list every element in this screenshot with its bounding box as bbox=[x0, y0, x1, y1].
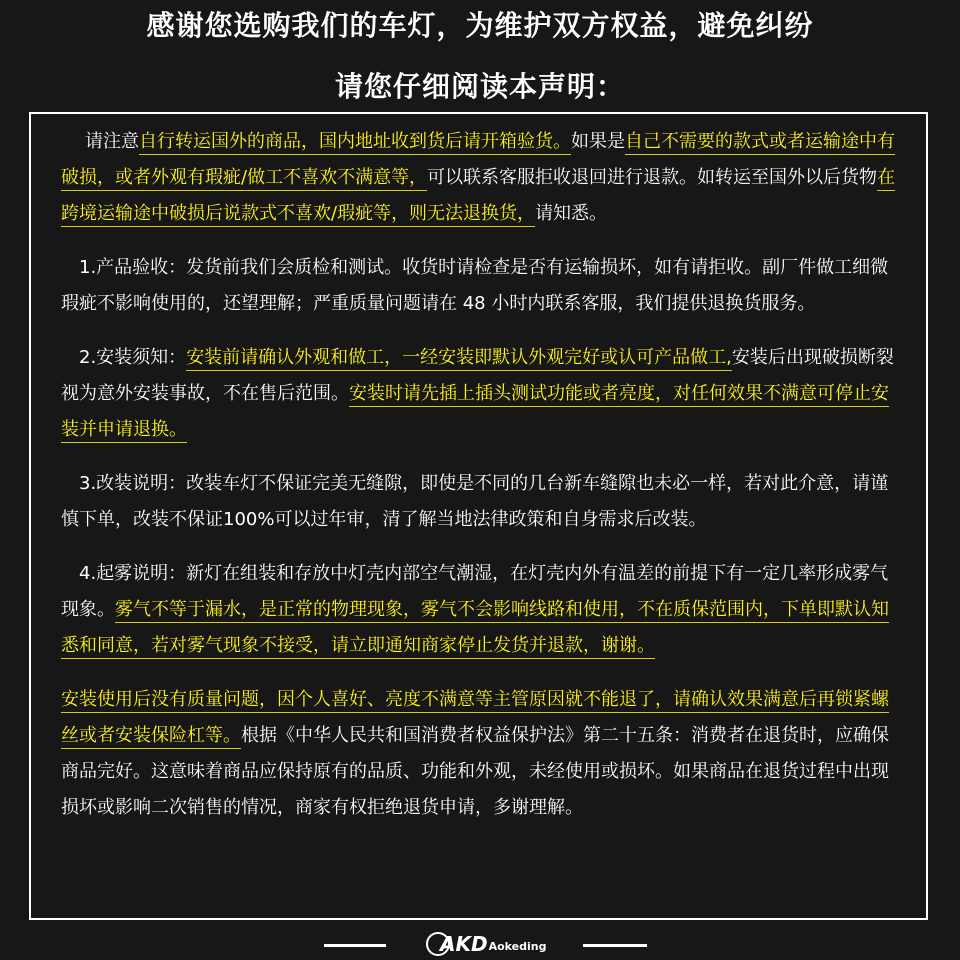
intro-text: 请知悉。 bbox=[535, 203, 608, 224]
installation-paragraph bbox=[61, 340, 898, 448]
notice-box bbox=[29, 112, 928, 920]
brand-logo bbox=[426, 930, 546, 958]
logo-mark: AKD bbox=[440, 932, 488, 956]
intro-text: 可以联系客服拒收退回进行退款。如转运至国外以后货物 bbox=[427, 167, 878, 188]
return-policy-paragraph bbox=[61, 682, 898, 826]
highlight-text: 安装使用后没有质量问题，因个人喜好、亮度不满意等主管原因就不能退了，请确认效果满意后再锁紧螺丝或者安装保险杠等。 bbox=[61, 689, 889, 749]
divider-line bbox=[324, 944, 386, 947]
installation-label: 2.安装须知： bbox=[79, 347, 187, 368]
highlight-text: 在跨境运输途中破损后说款式不喜欢/瑕疵等，则无法退换货， bbox=[61, 167, 895, 227]
installation-text: 安装后出现破损断裂视为意外安装事故，不在售后范围。 bbox=[61, 347, 894, 404]
intro-paragraph bbox=[61, 124, 898, 232]
logo-name: Aokeding bbox=[488, 940, 547, 953]
highlight-text: 安装时请先插上插头测试功能或者亮度，对任何效果不满意可停止安装并申请退换。 bbox=[61, 383, 889, 443]
highlight-text: 自己不需要的款式或者运输途中有破损，或者外观有瑕疵/做工不喜欢不满意等， bbox=[61, 131, 895, 191]
fogging-paragraph bbox=[61, 556, 898, 664]
page-title: 感谢您选购我们的车灯，为维护双方权益，避免纠纷 bbox=[146, 9, 814, 42]
page-subtitle: 请您仔细阅读本声明： bbox=[334, 70, 625, 103]
intro-text: 如果是 bbox=[571, 131, 625, 152]
return-policy-text: 根据《中华人民共和国消费者权益保护法》第二十五条：消费者在退货时，应确保商品完好。这意味着商品应保持原有的品质、功能和外观，未经使用或损坏。如果商品在退货过程中出现损坏或影响二次销售的情况，商家有权拒绝退货申请，多谢理解。 bbox=[61, 725, 889, 818]
highlight-text: 安装前请确认外观和做工，一经安装即默认外观完好或认可产品做工, bbox=[186, 347, 732, 371]
footer bbox=[0, 928, 960, 960]
highlight-text: 自行转运国外的商品，国内地址收到货后请开箱验货。 bbox=[139, 131, 571, 155]
highlight-text: 雾气不等于漏水，是正常的物理现象，雾气不会影响线路和使用，不在质保范围内，下单即默认知悉和同意，若对雾气现象不接受，请立即通知商家停止发货并退款，谢谢。 bbox=[61, 599, 889, 659]
divider-line bbox=[583, 944, 647, 947]
intro-text: 请注意 bbox=[85, 131, 139, 152]
fogging-text: 4.起雾说明：新灯在组装和存放中灯壳内部空气潮湿，在灯壳内外有温差的前提下有一定几率形成雾气现象。 bbox=[61, 563, 889, 620]
modification-paragraph: 3.改装说明：改装车灯不保证完美无缝隙，即使是不同的几台新车缝隙也未必一样，若对此介意，请谨慎下单，改装不保证100%可以过年审，清了解当地法律政策和自身需求后改装。 bbox=[61, 473, 889, 530]
inspection-paragraph: 1.产品验收：发货前我们会质检和测试。收货时请检查是否有运输损坏，如有请拒收。副厂件做工细微瑕疵不影响使用的，还望理解；严重质量问题请在 48 小时内联系客服，我们提供退换货服务。 bbox=[61, 257, 889, 314]
